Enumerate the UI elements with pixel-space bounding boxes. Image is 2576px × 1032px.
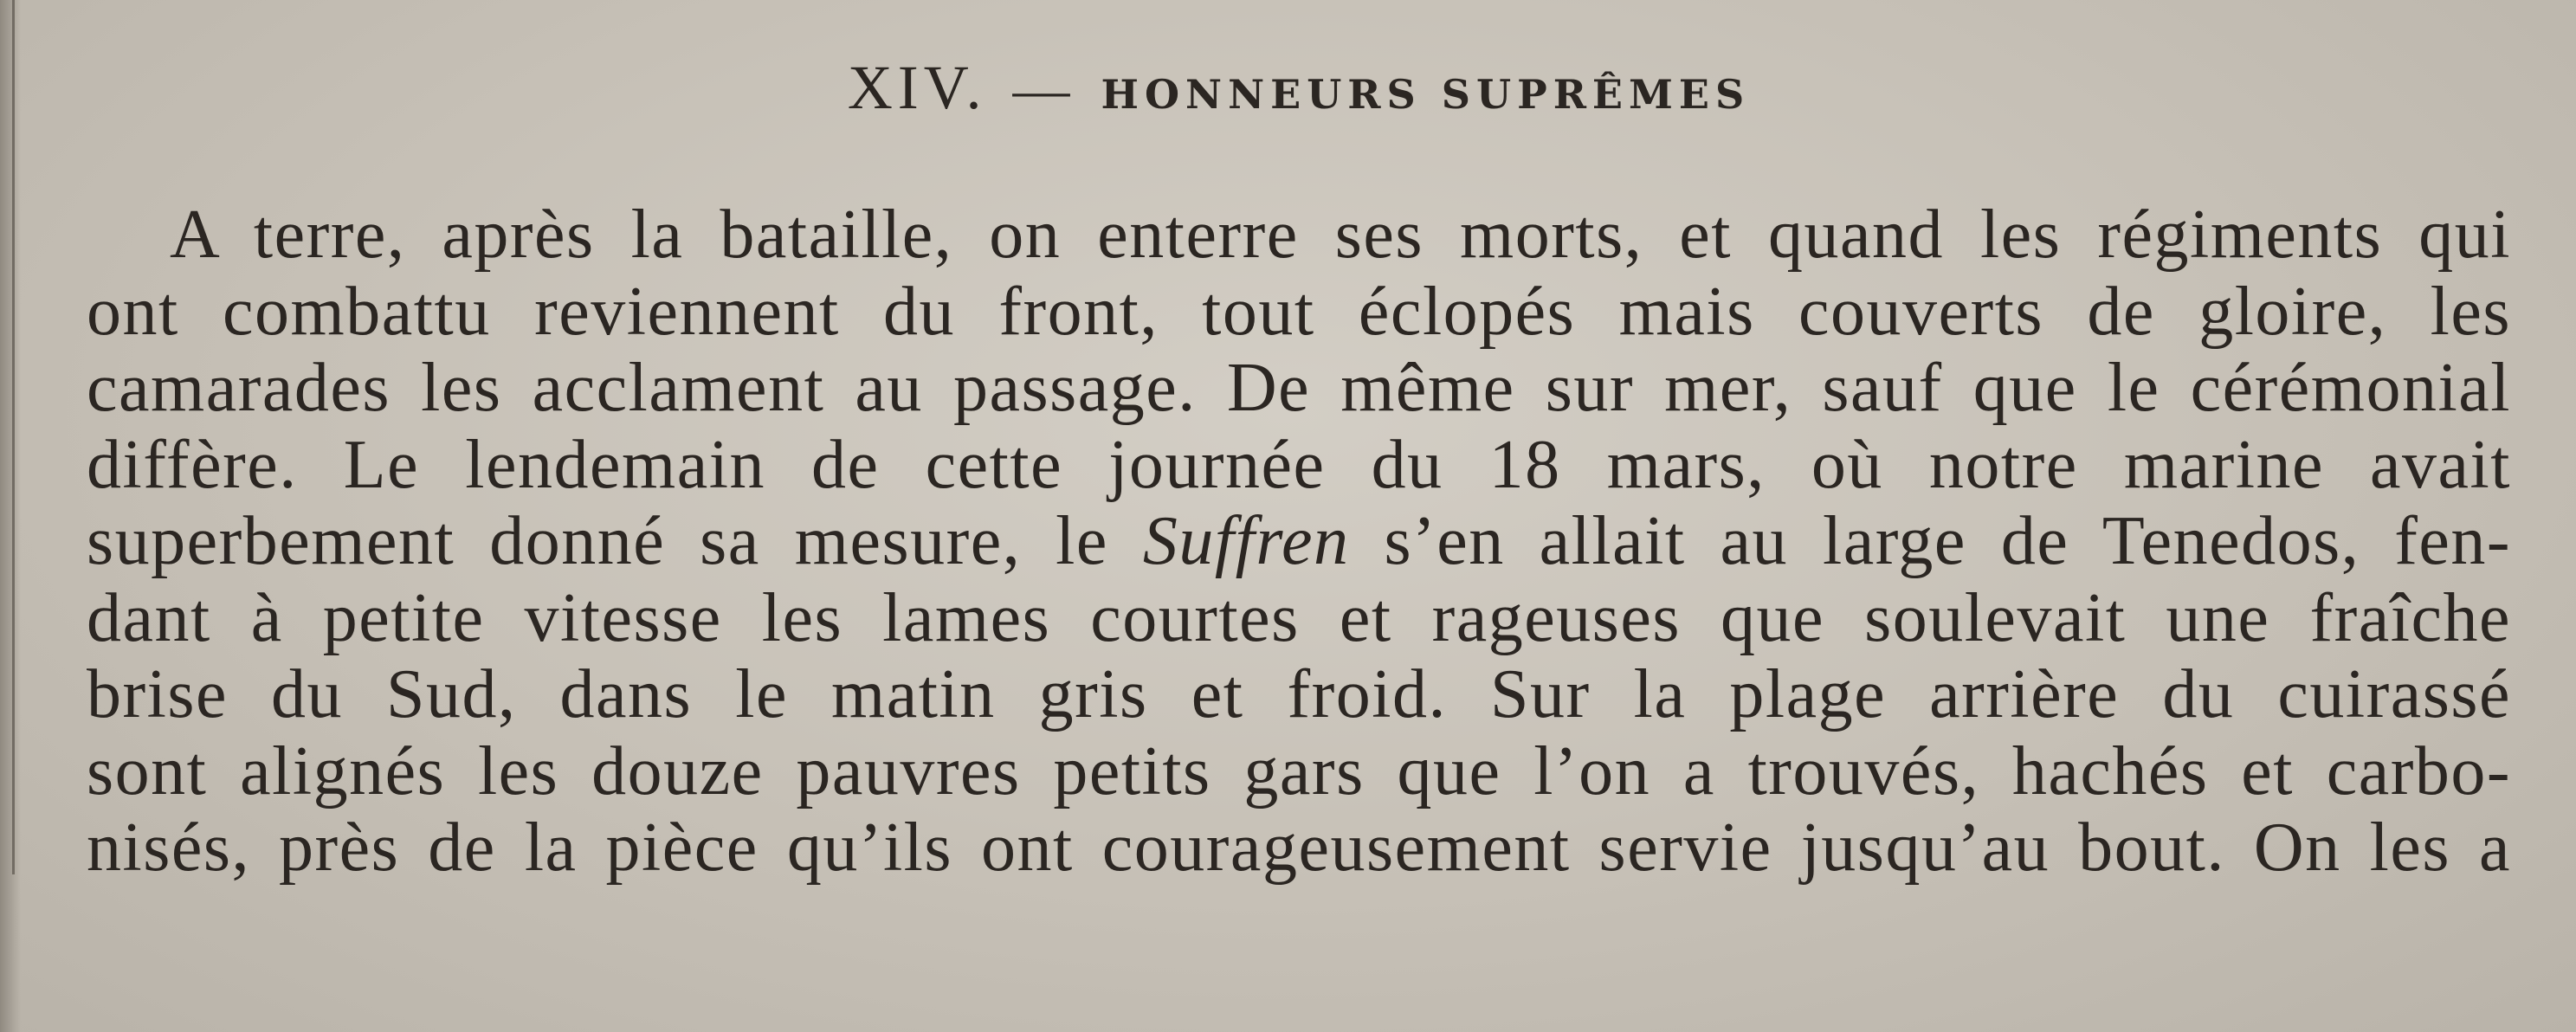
text-line: sont alignés les douze pauvres petits gars que l’on a trouvés, hachés et carbo- [87,732,2511,809]
text-line: nisés, près de la pièce qu’ils ont courageusement servie jusqu’au bout. On les a [87,809,2511,886]
text-line: ont combattu reviennent du front, tout éclopés mais couverts de gloire, les [87,273,2511,350]
text-line: dant à petite vitesse les lames courtes et rageuses que soulevait une fraîche [87,579,2511,656]
text-line: camarades les acclament au passage. De même sur mer, sauf que le cérémonial [87,350,2511,426]
text-line: A terre, après la bataille, on enterre ses morts, et quand les régiments qui [170,197,2511,273]
book-page [87,52,2511,1004]
text-line: diffère. Le lendemain de cette journée du 18 mars, où notre marine avait [87,426,2511,503]
text-segment: s’en allait au large de Tenedos, fen- [1384,503,2512,579]
text-line: brise du Sud, dans le matin gris et froid. Sur la plage arrière du cuirassé [87,656,2511,732]
chapter-heading [87,52,2511,124]
text-line [87,503,2511,580]
chapter-dash: — [1012,58,1075,121]
chapter-title: HONNEURS SUPRÊMES [1101,71,1751,118]
ship-name: Suffren [1142,503,1350,579]
text-segment: superbement donné sa mesure, le [87,503,1108,579]
page-binding-edge [0,0,21,1032]
paragraph [87,197,2511,887]
margin-rule [12,0,15,874]
chapter-number: XIV. [847,53,987,122]
